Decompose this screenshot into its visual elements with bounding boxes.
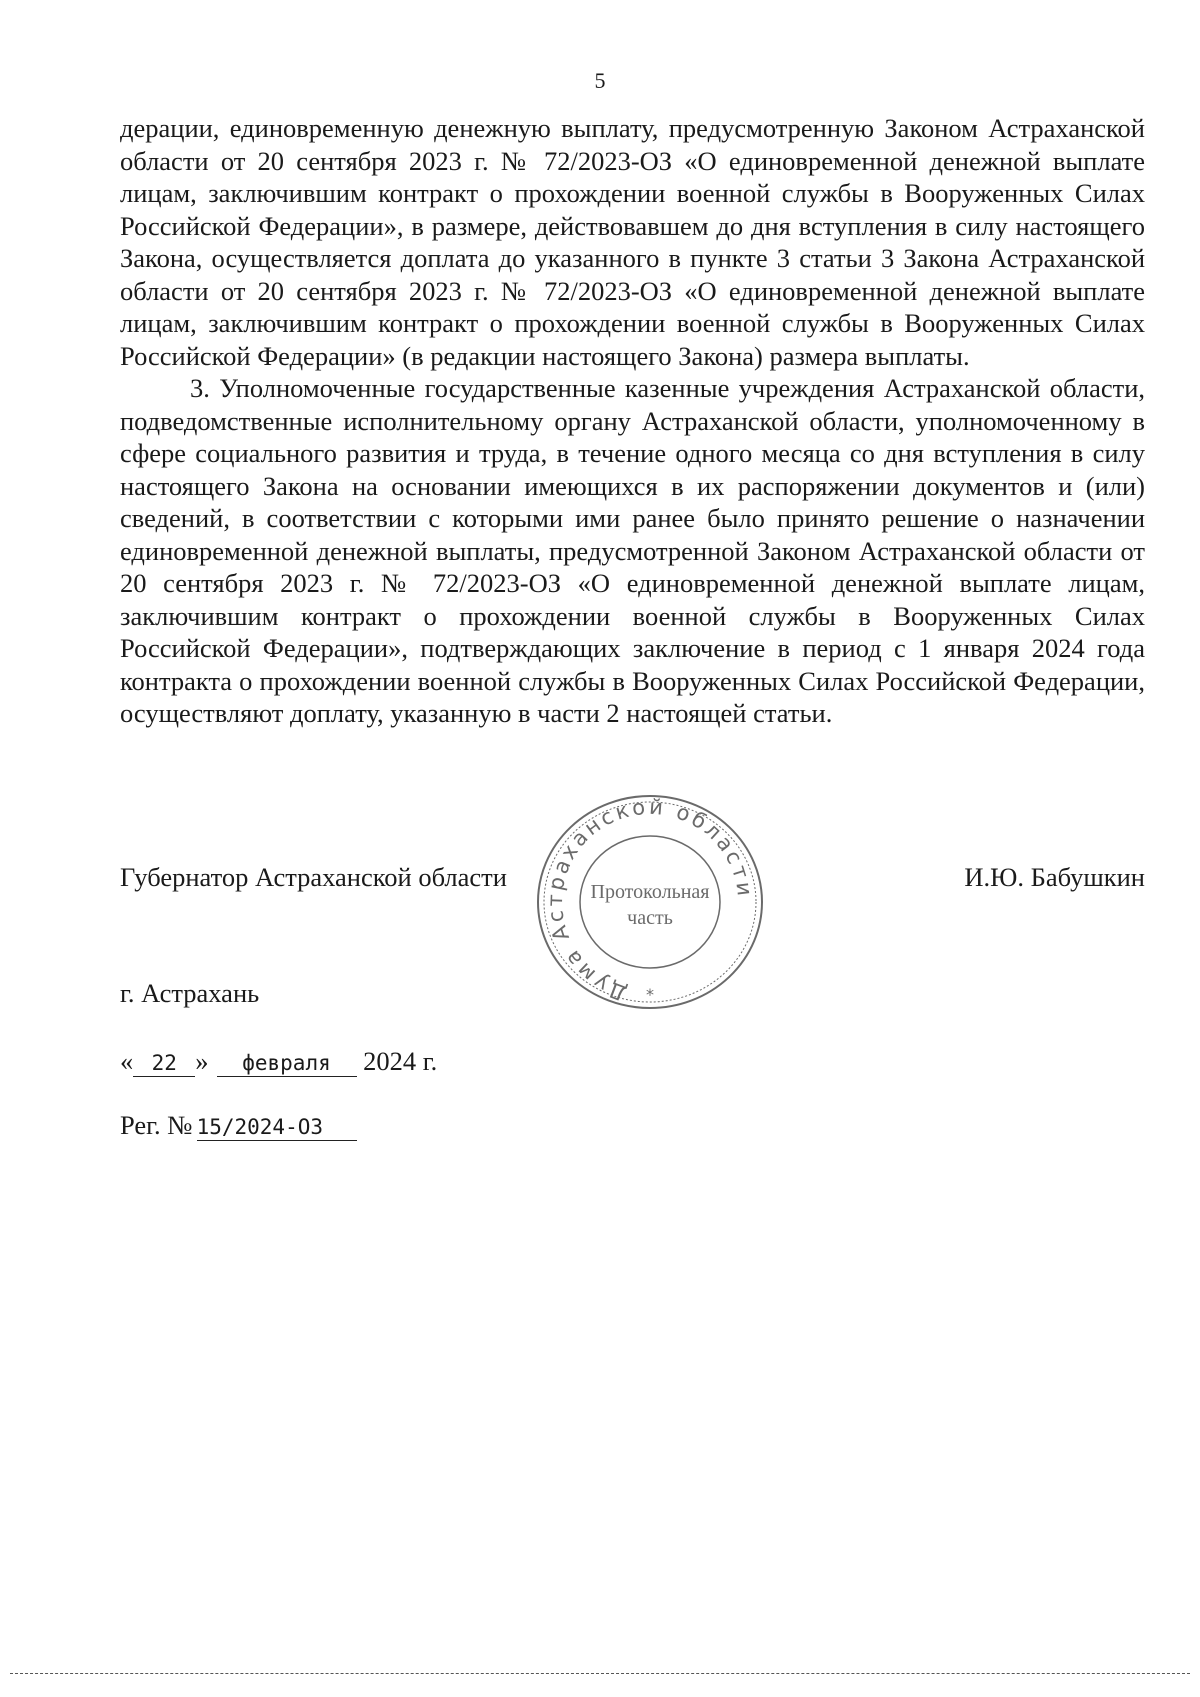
paragraph-3: 3. Уполномоченные государственные казенные учреждения Астраханской области, подведомственные исполнительному органу Астраханской области, уполномоченному в сфере социального развития и труда, в течение одного месяца со дня вступления в силу настоящего Закона на основании имеющихся в их распоряжении документов и (или) сведений, в соответствии с которыми ими ранее было принято решение о назначении единовременной денежной выплаты, предусмотренной Законом Астраханской области от 20 сентября 2023 г. № 72/2023-ОЗ «О единовременной денежной выплате лицам, заключившим контракт о прохождении военной службы в Вооруженных Силах Российской Федерации», подтверждающих заключение в период с 1 января 2024 года контракта о прохождении военной службы в Вооруженных Силах Российской Федерации, осуществляют доплату, указанную в части 2 настоящей статьи. [120,373,1145,728]
registration-number-field: 15/2024-ОЗ [197,1114,357,1141]
page-number: 5 [594,68,606,93]
date-month-field: февраля [217,1050,357,1077]
official-stamp [530,788,770,1018]
signatory-name: И.Ю. Бабушкин [964,862,1145,892]
date-open-quote: « [120,1046,134,1076]
registration-line [120,1110,357,1141]
stamp-ring-text: Дума Астраханской области [542,794,758,1006]
stamp-center-line-1: Протокольная [590,881,710,903]
date-year: 2024 г. [363,1046,438,1076]
registration-label: Рег. № [120,1110,193,1140]
stamp-seal-graphic [530,788,770,1018]
document-body [120,112,1145,730]
paragraph-continuation: дерации, единовременную денежную выплату, предусмотренную Законом Астраханской области от 20 сентября 2023 г. № 72/2023-ОЗ «О единовременной денежной выплате лицам, заключившим контракт о прохождении военной службы в Вооруженных Силах Российской Федерации», в размере, действовавшем до дня вступления в силу настоящего Закона, осуществляется доплата до указанного в пункте 3 статьи 3 Закона Астраханской области от 20 сентября 2023 г. № 72/2023-ОЗ «О единовременной денежной выплате лицам, заключившим контракт о прохождении военной службы в Вооруженных Силах Российской Федерации» (в редакции настоящего Закона) размера выплаты. [120,113,1145,371]
date-line [120,1046,437,1077]
footer-divider [10,1673,1190,1674]
stamp-center-line-2: часть [627,907,673,929]
signatory-title: Губернатор Астраханской области [120,862,507,892]
date-close-quote: » [195,1046,209,1076]
city-line: г. Астрахань [120,978,260,1008]
date-day-field: 22 [133,1050,195,1077]
stamp-star: * [646,985,654,1004]
